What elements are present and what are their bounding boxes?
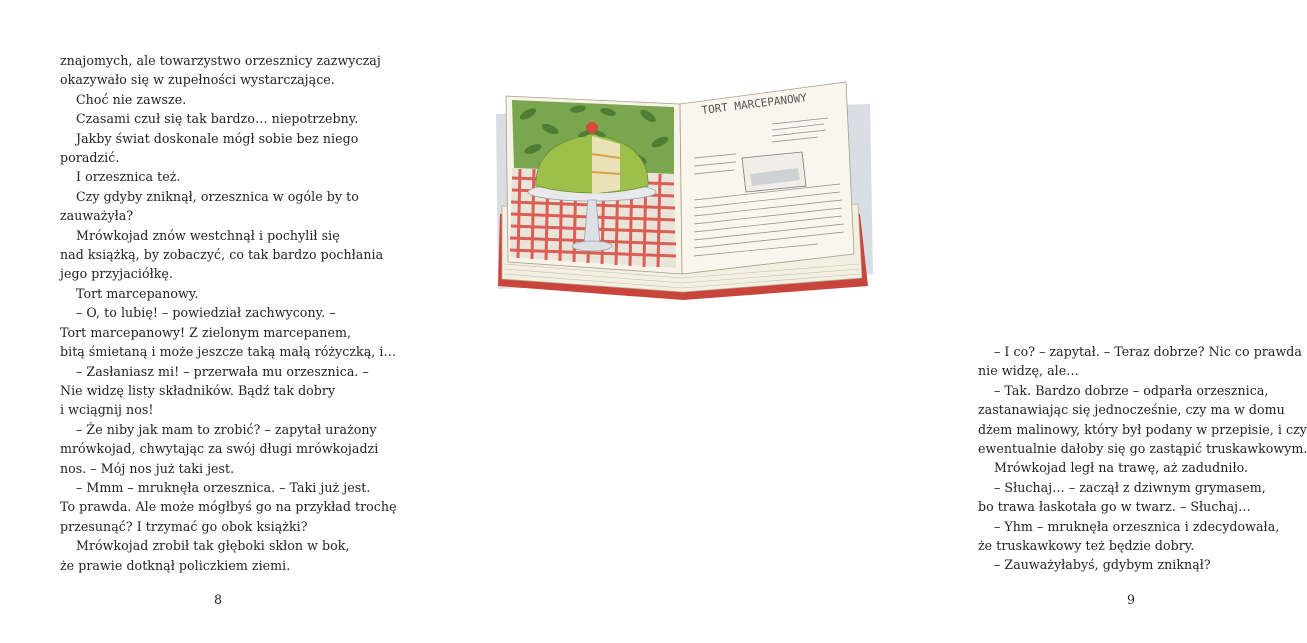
text-line: okazywało się w zupełności wystarczające. [60, 72, 335, 88]
text-line: Tort marcepanowy! Z zielonym marcepanem, [60, 324, 351, 340]
text-line: – Zauważyłabyś, gdybym zniknął? [994, 557, 1211, 573]
text-line: poradzić. [60, 150, 120, 166]
text-line: ewentualnie dałoby się go zastąpić truskawkowym. [978, 441, 1307, 457]
text-line: Mrówkojad legł na trawę, aż zadudniło. [994, 460, 1249, 476]
text-line: nos. – Mój nos już taki jest. [60, 460, 235, 476]
text-line: bo trawa łaskotała go w twarz. – Słuchaj… [978, 499, 1251, 515]
cake-slice-cut [592, 136, 620, 194]
text-line: przesunąć? I trzymać go obok książki? [60, 518, 308, 534]
page-number-right: 9 [1127, 592, 1136, 607]
cake-stand-base [572, 241, 612, 251]
text-line: że truskawkowy też będzie dobry. [978, 538, 1195, 554]
text-line: nad książką, by zobaczyć, co tak bardzo pochłania [60, 247, 384, 263]
text-line: Czy gdyby zniknął, orzesznica w ogóle by to [76, 188, 359, 204]
recipe-heading: TORT MARCEPANOWY [700, 91, 808, 117]
text-line: bitą śmietaną i może jeszcze taką małą różyczką, i… [60, 344, 397, 360]
page-number-left: 8 [214, 592, 223, 607]
text-line: – Yhm – mruknęła orzesznica i zdecydowała, [994, 518, 1280, 534]
text-line: znajomych, ale towarzystwo orzesznicy zazwyczaj [60, 53, 381, 68]
text-line: Czasami czuł się tak bardzo… niepotrzebny. [76, 111, 359, 127]
text-line: i wciągnij nos! [60, 402, 154, 418]
text-line: – Zasłaniasz mi! – przerwała mu orzesznica. – [76, 363, 369, 379]
text-line: – O, to lubię! – powiedział zachwycony. – [76, 305, 336, 321]
text-line: Tort marcepanowy. [76, 285, 199, 301]
text-line: – Tak. Bardzo dobrze – odparła orzesznica, [994, 382, 1269, 398]
recipe-book-illustration [488, 74, 876, 306]
text-line: Mrówkojad znów westchnął i pochylił się [76, 227, 340, 243]
text-line: I orzesznica też. [76, 169, 181, 185]
text-line: zastanawiając się jednocześnie, czy ma w domu [978, 402, 1285, 418]
text-line: jego przyjaciółkę. [60, 266, 173, 282]
text-line: mrówkojad, chwytając za swój długi mrówkojadzi [60, 441, 379, 457]
left-page [0, 0, 450, 643]
text-line: Choć nie zawsze. [76, 91, 187, 107]
text-line: To prawda. Ale może mógłbyś go na przykład trochę [60, 499, 397, 515]
right-page-text [978, 342, 1307, 575]
text-line: nie widzę, ale… [978, 363, 1079, 379]
text-line: zauważyła? [60, 208, 134, 224]
text-line: – I co? – zapytał. – Teraz dobrze? Nic co prawda [994, 344, 1302, 359]
text-line: – Mmm – mruknęła orzesznica. – Taki już jest. [76, 479, 371, 495]
left-page-text [60, 51, 397, 575]
text-line: Jakby świat doskonale mógł sobie bez niego [76, 130, 359, 146]
text-line: dżem malinowy, który był podany w przepisie, i czy [978, 421, 1307, 437]
text-line: Mrówkojad zrobił tak głęboki skłon w bok, [76, 538, 350, 554]
text-line: – Słuchaj… – zaczął z dziwnym grymasem, [994, 479, 1266, 495]
text-line: – Że niby jak mam to zrobić? – zapytał urażony [76, 421, 377, 437]
text-line: że prawie dotknął policzkiem ziemi. [60, 557, 291, 573]
text-line: Nie widzę listy składników. Bądź tak dobry [60, 382, 336, 398]
